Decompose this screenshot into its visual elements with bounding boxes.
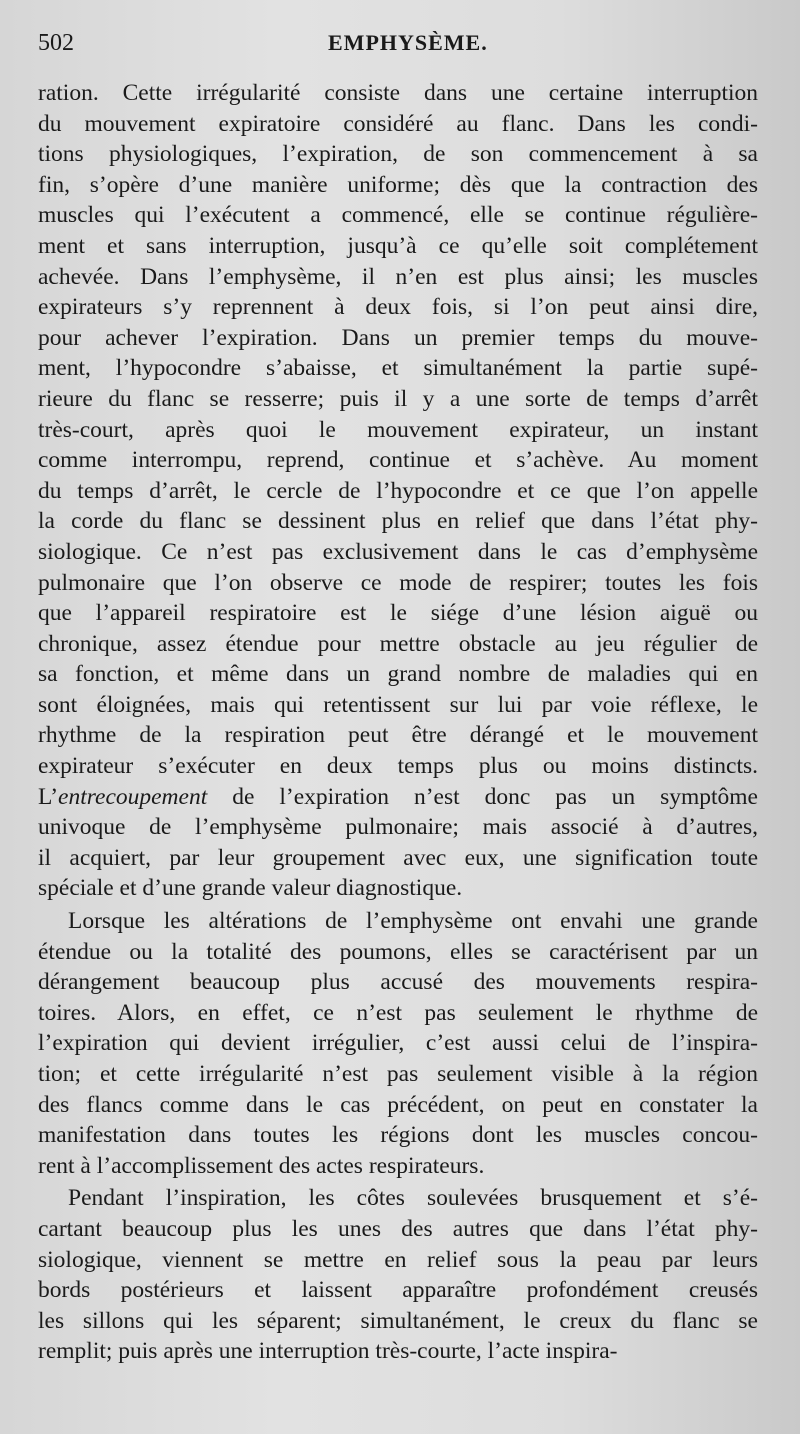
paragraph-2 bbox=[38, 906, 758, 1181]
text-line: des flancs comme dans le cas précédent, on peut en constater la bbox=[38, 1091, 758, 1118]
text-line: la corde du flanc se dessinent plus en relief que dans l’état phy- bbox=[38, 508, 758, 535]
text-line: sa fonction, et même dans un grand nombre de maladies qui en bbox=[38, 661, 758, 688]
text-line: siologique, viennent se mettre en relief sous la peau par leurs bbox=[38, 1246, 758, 1273]
text-line: Lorsque les altérations de l’emphysème ont envahi une grande bbox=[68, 908, 758, 935]
text-line: que l’appareil respiratoire est le siége d’une lésion aiguë ou bbox=[38, 600, 758, 627]
text-line: l’expiration qui devient irrégulier, c’est aussi celui de l’inspira- bbox=[38, 1030, 758, 1057]
text-line: très-court, après quoi le mouvement expirateur, un instant bbox=[38, 416, 758, 443]
text-line: ration. Cette irrégularité consiste dans une certaine interruption bbox=[38, 80, 758, 106]
text-line: remplit; puis après une interruption très-courte, l’acte inspira- bbox=[38, 1338, 618, 1365]
text-line: rieure du flanc se resserre; puis il y a une sorte de temps d’arrêt bbox=[38, 385, 758, 412]
running-title: EMPHYSÈME. bbox=[328, 30, 488, 55]
text-line: dérangement beaucoup plus accusé des mouvements respira- bbox=[38, 969, 758, 996]
paragraph-1 bbox=[38, 78, 758, 904]
text-line: du temps d’arrêt, le cercle de l’hypocondre et ce que l’on appelle bbox=[38, 477, 758, 504]
text-line: univoque de l’emphysème pulmonaire; mais associé à d’autres, bbox=[38, 814, 758, 841]
text-line: ment et sans interruption, jusqu’à ce qu’elle soit complétement bbox=[38, 232, 758, 259]
text-line: il acquiert, par leur groupement avec eux, une signification toute bbox=[38, 844, 758, 871]
text-line: sont éloignées, mais qui retentissent sur lui par voie réflexe, le bbox=[38, 691, 758, 718]
text-line: étendue ou la totalité des poumons, elles se caractérisent par un bbox=[38, 938, 758, 965]
text-line: manifestation dans toutes les régions dont les muscles concou- bbox=[38, 1122, 758, 1149]
page-number: 502 bbox=[38, 30, 74, 56]
text-line: pulmonaire que l’on observe ce mode de respirer; toutes les fois bbox=[38, 569, 758, 596]
text-line: expirateur s’exécuter en deux temps plus ou moins distincts. bbox=[38, 753, 758, 780]
text-line: ment, l’hypocondre s’abaisse, et simultanément la partie supé- bbox=[38, 355, 758, 382]
page-header bbox=[38, 30, 770, 64]
text-line: bords postérieurs et laissent apparaître profondément creusés bbox=[38, 1277, 758, 1304]
text-line: siologique. Ce n’est pas exclusivement dans le cas d’emphysème bbox=[38, 538, 758, 565]
text-line: muscles qui l’exécutent a commencé, elle se continue régulière- bbox=[38, 202, 758, 229]
paragraph-3 bbox=[38, 1183, 758, 1367]
text-line: du mouvement expiratoire considéré au flanc. Dans les condi- bbox=[38, 110, 758, 137]
body-text bbox=[38, 78, 758, 1367]
text-line: toires. Alors, en effet, ce n’est pas seulement le rhythme de bbox=[38, 999, 758, 1026]
text-line: rent à l’accomplissement des actes respirateurs. bbox=[38, 1152, 485, 1179]
text-line: pour achever l’expiration. Dans un premier temps du mouve- bbox=[38, 324, 758, 351]
text-line: L’entrecoupement de l’expiration n’est donc pas un symptôme bbox=[38, 783, 758, 810]
emphasized-term: entrecoupement bbox=[58, 783, 208, 810]
text-line: rhythme de la respiration peut être dérangé et le mouvement bbox=[38, 722, 758, 749]
text-line: achevée. Dans l’emphysème, il n’en est plus ainsi; les muscles bbox=[38, 263, 758, 290]
text-line: Pendant l’inspiration, les côtes soulevées brusquement et s’é- bbox=[68, 1185, 758, 1212]
text-line: les sillons qui les séparent; simultanément, le creux du flanc se bbox=[38, 1307, 758, 1334]
text-line: cartant beaucoup plus les unes des autres que dans l’état phy- bbox=[38, 1215, 758, 1242]
text-line: comme interrompu, reprend, continue et s’achève. Au moment bbox=[38, 447, 758, 474]
text-line: chronique, assez étendue pour mettre obstacle au jeu régulier de bbox=[38, 630, 758, 657]
text-line: spéciale et d’une grande valeur diagnostique. bbox=[38, 875, 463, 902]
text-line: fin, s’opère d’une manière uniforme; dès que la contraction des bbox=[38, 171, 758, 198]
text-line: expirateurs s’y reprennent à deux fois, si l’on peut ainsi dire, bbox=[38, 294, 758, 321]
text-line: tions physiologiques, l’expiration, de son commencement à sa bbox=[38, 141, 758, 168]
text-line: tion; et cette irrégularité n’est pas seulement visible à la région bbox=[38, 1061, 758, 1087]
